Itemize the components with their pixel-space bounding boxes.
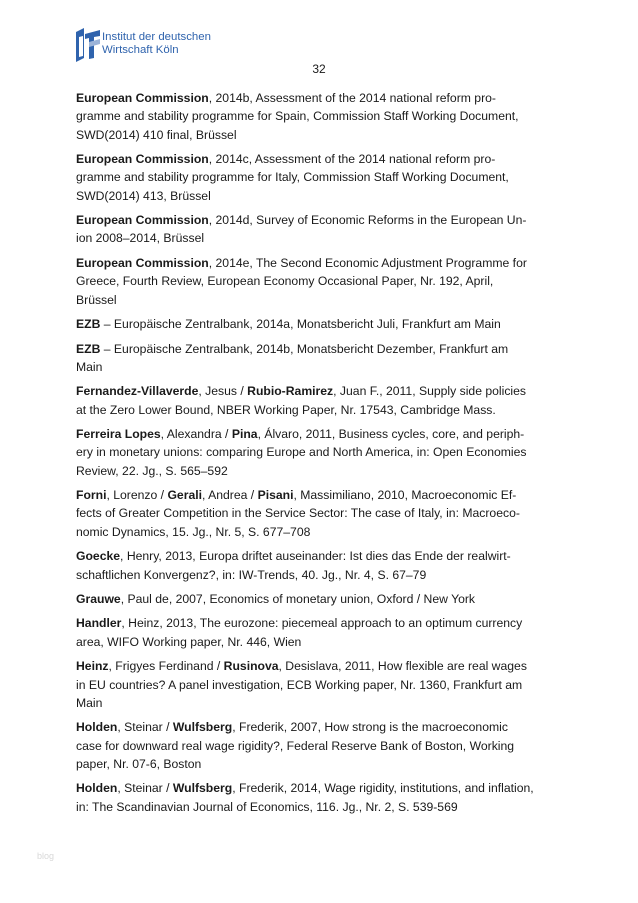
reference-text: , Frigyes Ferdinand / [108,659,224,674]
reference-entry [76,779,564,816]
reference-entry [76,547,564,584]
reference-entry [76,614,564,651]
reference-text: , 2014e, The Second Economic Adjustment Programme for Greece, Fourth Review, European Economy Occasional Paper, Nr. 192, April, Brüssel [76,255,527,307]
reference-author: Holden [76,720,118,735]
reference-text: , Steinar / [117,720,173,735]
reference-author: European Commission [76,255,209,270]
reference-text: , 2014d, Survey of Economic Reforms in the European Un- ion 2008–2014, Brüssel [76,213,527,246]
reference-author: EZB [76,341,101,356]
reference-author: European Commission [76,91,209,105]
reference-text: , Andrea / [202,488,258,503]
reference-author: EZB [76,317,101,332]
reference-text: , Frederik, 2007, How strong is the macroeconomic case for downward real wage rigidity?, Federal Reserve Bank of Boston, Working paper, Nr. 07-6, Boston [76,720,515,771]
reference-text: , Steinar / [117,781,173,796]
iw-logo-icon [76,28,100,62]
reference-text: , Heinz, 2013, The eurozone: piecemeal approach to an optimum currency area, WIFO Working paper, Nr. 446, Wien [76,616,523,649]
reference-author: Gerali [167,488,203,503]
reference-author: Pisani [257,488,294,503]
reference-author: Fernandez-Villaverde [76,384,199,399]
reference-text: , Desislava, 2011, How flexible are real wages in EU countries? A panel investigation, ECB Working paper, Nr. 1360, Frankfurt am Main [76,659,527,710]
reference-text: , 2014b, Assessment of the 2014 national reform pro- gramme and stability programme for Spain, Commission Staff Working Document, SWD(2014) 410 final, Brüssel [76,91,519,142]
reference-author: Holden [76,781,118,796]
page-number: 32 [312,62,326,76]
reference-text: , Juan F., 2011, Supply side policies at the Zero Lower Bound, NBER Working Paper, Nr. 17543, Cambridge Mass. [76,384,527,417]
reference-author: Wulfsberg [172,720,233,735]
reference-text: , Henry, 2013, Europa driftet auseinander: Ist dies das Ende der realwirt- schaftlichen Konvergenz?, in: IW-Trends, 40. Jg., Nr. 4, S. 67–79 [76,549,511,582]
reference-text: , Alexandra / [160,427,232,442]
reference-author: Grauwe [76,592,121,606]
reference-entry [76,211,564,248]
reference-author: Handler [76,616,122,631]
reference-text: , Álvaro, 2011, Business cycles, core, and periph- ery in monetary unions: comparing Europe and North America, in: Open Economies Review, 22. Jg., S. 565–592 [76,427,527,478]
reference-author: Forni [76,488,107,503]
reference-author: Pina [231,427,258,442]
reference-entry [76,150,564,205]
reference-text: , Massimiliano, 2010, Macroeconomic Ef- fects of Greater Competition in the Service Sector: The case of Italy, in: Macroeco- nomic Dynamics, 15. Jg., Nr. 5, S. 677–708 [76,488,520,539]
reference-author: Rubio-Ramirez [247,384,334,399]
reference-text: – Europäische Zentralbank, 2014a, Monatsbericht Juli, Frankfurt am Main [100,317,501,332]
reference-author: Heinz [76,659,109,674]
logo-line-2: Wirtschaft Köln [102,43,179,56]
iw-logo [76,28,226,62]
reference-entry [76,254,564,309]
reference-entry [76,590,564,608]
reference-entry [76,657,564,712]
reference-entry [76,425,564,480]
reference-author: European Commission [76,213,209,228]
reference-text: , Frederik, 2014, Wage rigidity, institutions, and inflation, in: The Scandinavian Journal of Economics, 116. Jg., Nr. 2, S. 539-569 [76,781,534,814]
reference-text: , 2014c, Assessment of the 2014 national reform pro- gramme and stability programme for Italy, Commission Staff Working Document, SWD(2014) 413, Brüssel [76,152,509,203]
reference-author: Rusinova [223,659,279,674]
reference-author: Wulfsberg [172,781,233,796]
reference-text: , Paul de, 2007, Economics of monetary union, Oxford / New York [120,592,476,606]
reference-list [76,89,564,822]
logo-line-1: Institut der deutschen [102,31,211,43]
reference-author: Goecke [76,549,121,564]
reference-text: , Lorenzo / [106,488,168,503]
reference-entry [76,315,564,333]
reference-text: , Jesus / [198,384,248,399]
reference-entry [76,486,564,541]
watermark: blog [37,851,55,861]
reference-author: European Commission [76,152,209,167]
reference-entry [76,718,564,773]
reference-entry [76,89,564,144]
reference-author: Ferreira Lopes [76,427,161,442]
reference-entry [76,382,564,419]
logo-text [102,31,211,56]
reference-text: – Europäische Zentralbank, 2014b, Monatsbericht Dezember, Frankfurt am Main [76,341,509,374]
reference-entry [76,340,564,377]
